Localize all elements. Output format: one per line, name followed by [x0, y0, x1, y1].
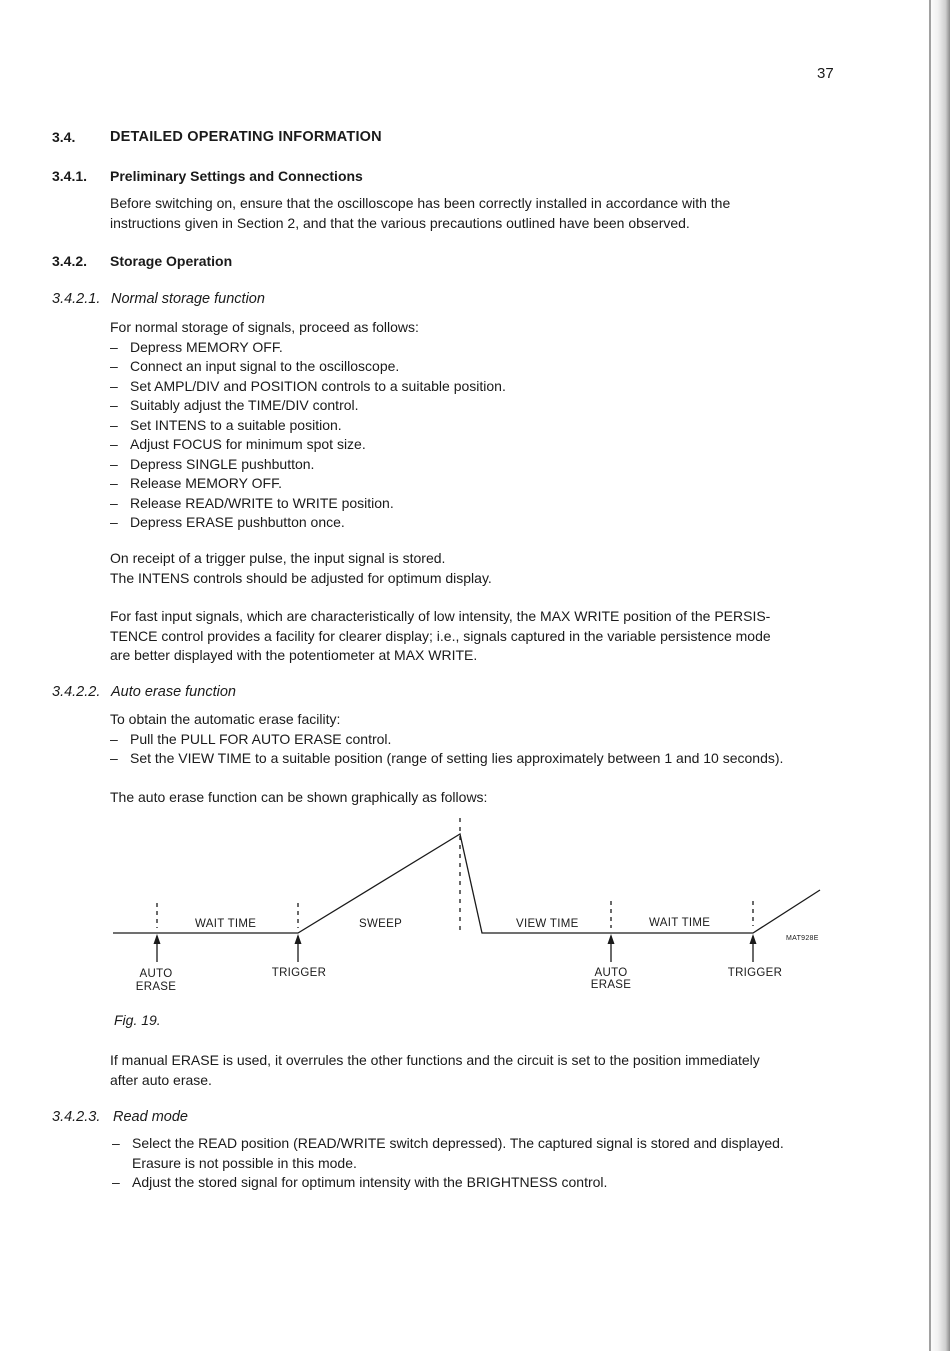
list-item: – Set AMPL/DIV and POSITION controls to a suitable position.	[110, 377, 825, 397]
arrow-head	[750, 934, 757, 944]
list-item: – Depress ERASE pushbutton once.	[110, 513, 825, 533]
list-item: – Depress MEMORY OFF.	[110, 338, 825, 358]
list-item: – Set the VIEW TIME to a suitable position (range of setting lies approximately between 1 and 10 seconds).	[110, 749, 825, 769]
list-item: – Select the READ position (READ/WRITE switch depressed). The captured signal is stored and displayed.	[112, 1134, 827, 1154]
marker-trigger-label: TRIGGER	[727, 967, 783, 979]
list-item: – Depress SINGLE pushbutton.	[110, 455, 825, 475]
list-item: – Set INTENS to a suitable position.	[110, 416, 825, 436]
read-mode-procedure	[112, 1134, 827, 1193]
segment-label-wait-time-2: WAIT TIME	[649, 917, 711, 929]
section-title: Storage Operation	[110, 253, 233, 269]
marker-trigger-label: TRIGGER	[271, 967, 327, 979]
intro-text: For normal storage of signals, proceed as follows:	[110, 319, 419, 335]
figure-caption: Fig. 19.	[114, 1012, 161, 1028]
text-line: For fast input signals, which are characteristically of low intensity, the MAX WRITE position of the PERSIS-	[110, 608, 771, 624]
subsection-number: 3.4.2.2.	[52, 684, 101, 700]
subsection-title: Read mode	[113, 1109, 188, 1125]
page-number: 37	[817, 65, 834, 82]
text-line: are better displayed with the potentiometer at MAX WRITE.	[110, 647, 478, 663]
list-item: – Connect an input signal to the oscilloscope.	[110, 357, 825, 377]
text-line: Before switching on, ensure that the oscilloscope has been correctly installed in accordance with the	[110, 195, 731, 211]
text-line: On receipt of a trigger pulse, the input signal is stored.	[110, 550, 446, 566]
text-line: TENCE control provides a facility for clearer display; i.e., signals captured in the variable persistence mode	[110, 627, 771, 644]
arrow-head	[608, 934, 615, 944]
segment-label-sweep: SWEEP	[359, 918, 403, 930]
figure-code: MAT928E	[786, 935, 819, 942]
text-line: instructions given in Section 2, and that the various precautions outlined have been observed.	[110, 214, 690, 231]
subsection-title: Normal storage function	[111, 291, 265, 307]
segment-label-wait-time: WAIT TIME	[195, 918, 257, 930]
list-item: – Pull the PULL FOR AUTO ERASE control.	[110, 730, 825, 750]
section-title: DETAILED OPERATING INFORMATION	[110, 129, 382, 145]
section-number: 3.4.1.	[52, 168, 88, 184]
list-item: – Release MEMORY OFF.	[110, 474, 825, 494]
marker-auto-label: AUTO	[594, 967, 628, 979]
section-number: 3.4.	[52, 129, 76, 145]
subsection-number: 3.4.2.3.	[52, 1109, 101, 1125]
arrow-head	[295, 934, 302, 944]
step-list	[112, 1134, 827, 1193]
text-line: If manual ERASE is used, it overrules the other functions and the circuit is set to the position immediately	[110, 1052, 760, 1068]
manual-erase-paragraph	[110, 1051, 825, 1090]
list-item: – Adjust FOCUS for minimum spot size.	[110, 435, 825, 455]
list-item-continuation: Erasure is not possible in this mode.	[132, 1154, 357, 1171]
subsection-title: Auto erase function	[111, 684, 236, 700]
section-title: Preliminary Settings and Connections	[110, 168, 363, 184]
segment-label-view-time: VIEW TIME	[516, 918, 579, 930]
marker-auto-label: AUTO	[139, 968, 173, 980]
list-item: – Suitably adjust the TIME/DIV control.	[110, 396, 825, 416]
list-item: – Release READ/WRITE to WRITE position.	[110, 494, 825, 514]
marker-erase-label: ERASE	[135, 981, 177, 993]
marker-erase-label: ERASE	[590, 979, 632, 991]
text-line: The INTENS controls should be adjusted for optimum display.	[110, 569, 492, 586]
intro-text: To obtain the automatic erase facility:	[110, 711, 341, 727]
section-number: 3.4.2.	[52, 253, 88, 269]
subsection-number: 3.4.2.1.	[52, 291, 101, 307]
text-line: The auto erase function can be shown graphically as follows:	[110, 789, 488, 805]
list-item: – Adjust the stored signal for optimum intensity with the BRIGHTNESS control.	[112, 1173, 827, 1193]
arrow-head	[154, 934, 161, 944]
text-line: after auto erase.	[110, 1071, 212, 1088]
